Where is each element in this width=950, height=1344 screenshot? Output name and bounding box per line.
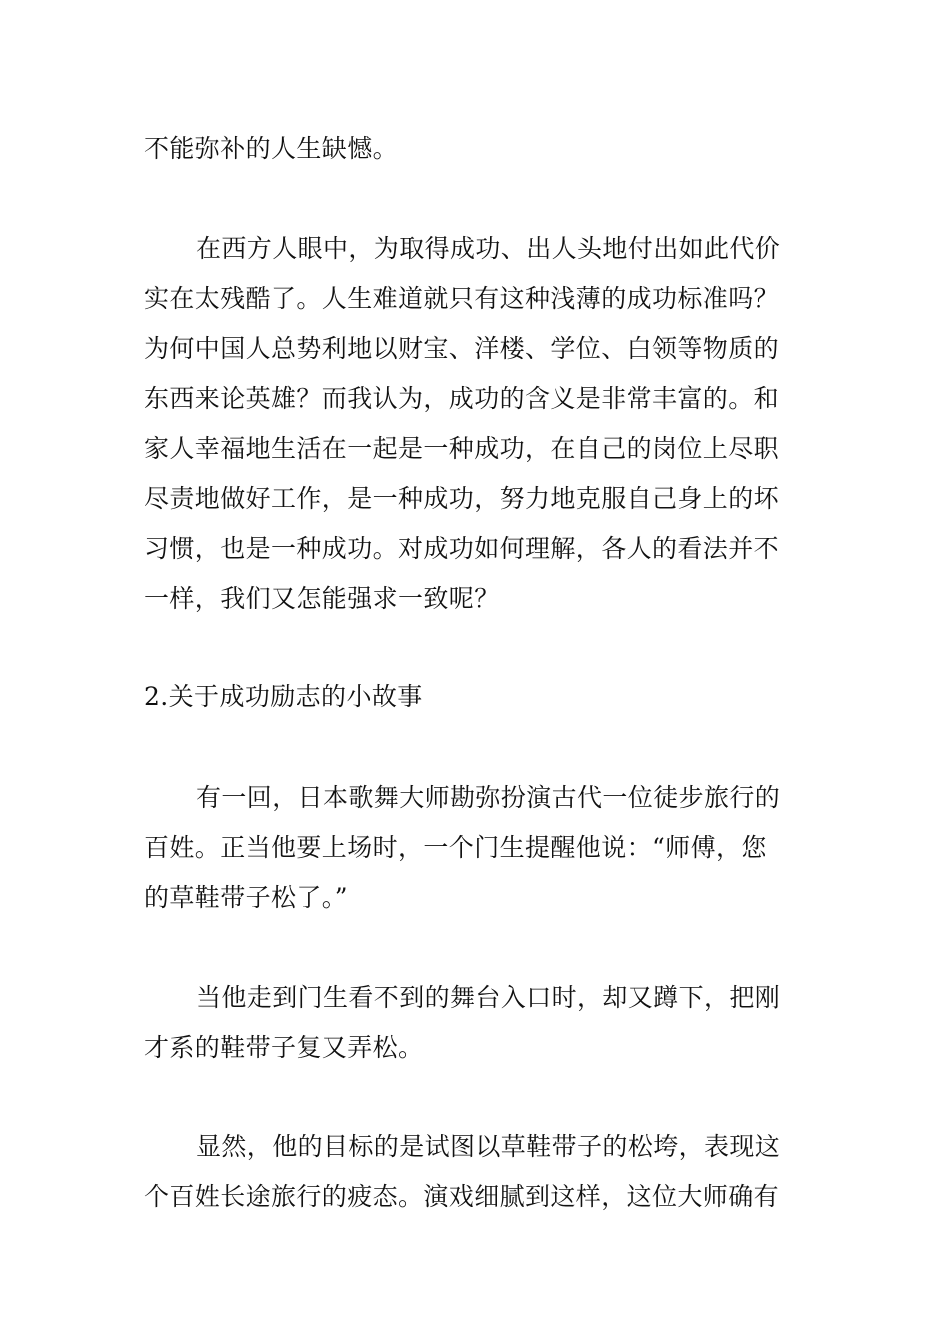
paragraph-line: 实在太残酷了。人生难道就只有这种浅薄的成功标准吗？ (144, 284, 780, 313)
paragraph-line: 显然，他的目标的是试图以草鞋带子的松垮，表现这 (196, 1132, 781, 1161)
paragraph-line: 才系的鞋带子复又弄松。 (144, 1033, 424, 1062)
paragraph-line: 习惯，也是一种成功。对成功如何理解，各人的看法并不 (144, 534, 780, 563)
paragraph-line: 东西来论英雄？而我认为，成功的含义是非常丰富的。和 (144, 384, 780, 413)
paragraph-line: 有一回，日本歌舞大师勘弥扮演古代一位徒步旅行的 (196, 783, 781, 812)
paragraph-line: 为何中国人总势利地以财宝、洋楼、学位、白领等物质的 (144, 334, 780, 363)
paragraph-line: 个百姓长途旅行的疲态。演戏细腻到这样，这位大师确有 (144, 1182, 780, 1211)
paragraph-line: 家人幸福地生活在一起是一种成功，在自己的岗位上尽职 (144, 434, 780, 463)
paragraph-line: 不能弥补的人生缺憾。 (144, 134, 399, 163)
paragraph-line: 在西方人眼中，为取得成功、出人头地付出如此代价 (196, 234, 781, 263)
paragraph-line: 尽责地做好工作，是一种成功，努力地克服自己身上的坏 (144, 484, 780, 513)
paragraph-line: 百姓。正当他要上场时，一个门生提醒他说：“师傅，您 (144, 833, 767, 862)
paragraph-line: 当他走到门生看不到的舞台入口时，却又蹲下，把刚 (196, 983, 781, 1012)
paragraph-line: 的草鞋带子松了。” (144, 883, 348, 912)
section-heading: 2.关于成功励志的小故事 (144, 682, 423, 711)
paragraph-line: 一样，我们又怎能强求一致呢？ (144, 584, 500, 613)
